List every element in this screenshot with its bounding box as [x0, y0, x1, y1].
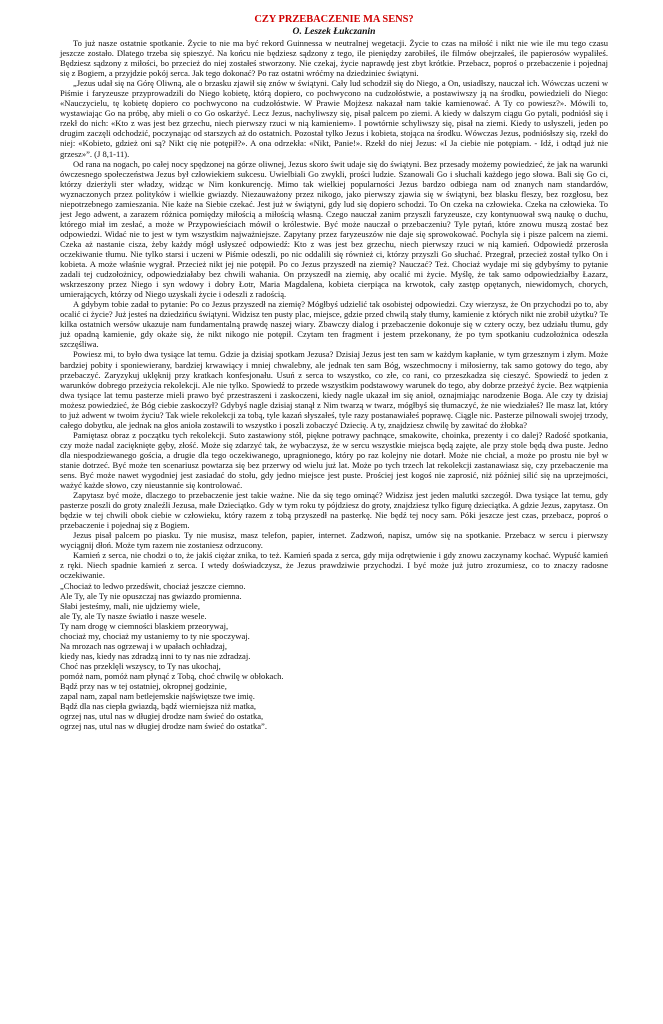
poem-line: kiedy nas, kiedy nas zdradzą inni to ty nas nie zdradzaj. [60, 650, 251, 661]
poem-line: Choć nas przeklęli wszyscy, to Ty nas ukochaj, [60, 660, 221, 671]
poem-line: Bądź przy nas w tej ostatniej, okropnej godzinie, [60, 681, 227, 691]
paragraph: Jezus pisał palcem po piasku. Ty nie musisz, masz telefon, papier, internet. Zadzwoń, napisz, umów się na spotkanie. Przebacz w sercu i pierwszy wyciągnij dłoń. Może tym razem nie zostaniesz odrzucony. [60, 530, 608, 551]
document-title: CZY PRZEBACZENIE MA SENS? [254, 14, 414, 25]
poem-line: Ty nam drogę w ciemności blaskiem przeorywaj, [60, 620, 229, 631]
poem-line: pomóż nam, pomóż nam płynąć z Tobą, choć chwilę w obłokach. [60, 670, 284, 681]
paragraph: Pamiętasz obraz z początku tych rekolekcji. Suto zastawiony stół, piękne potrawy pachnące, smakowite, choinka, prezenty i co dalej? Radość spotkania, czy może nadal zacięknięte gęby, złość. Może się zdarzyć tak, że wybaczysz, że w sercu wszystkie miejsca będą zajęte, ale przy stole będą dwa puste. Jedno dla niespodziewanego gościa, a drugie dla tego oczekiwanego, upragnionego, który po raz kolejny nie dotarł. Może nie chciał, a może po prostu nie był w stanie dotrzeć. Być może ten scenariusz powtarza się bez przerwy od wielu już lat. Może po tych trzech lat rekolekcji zastanawiasz się, czy przebaczenie ma sens. Być może nawet wygodniej jest zasiadać do stołu, gdy jedno miejsce jest puste. Prościej jest kogoś nie zaprosić, niż później silić się na uprzejmości, ważyć każde słowo, czy nieustannie się kontrolować. [60, 429, 608, 491]
paragraph: Kamień z serca, nie chodzi o to, że jakiś ciężar znika, to też. Kamień spada z serca, gdy mija odrętwienie i gdy znowu zaczynamy kochać. Wypuść kamień z ręki. Niech spadnie kamień z serca. I wtedy doświadczysz, że Jezus prawdziwie przychodzi. I być może już jutro zrozumiesz, co to znaczy radosne oczekiwanie. [60, 550, 608, 581]
paragraph: A gdybym tobie zadał to pytanie: Po co Jezus przyszedł na ziemię? Mógłbyś udzielić tak osobistej odpowiedzi. Czy wierzysz, że On przychodzi po to, aby ocalić ci życie? Już jesteś na dziedzińcu świątyni. Widzisz ten pusty plac, miejsce, gdzie przed chwilą stały tłumy, kamienie z których nikt nie zrobił użytku? Te kilka ostatnich wersów ukazuje nam fundamentalną prawdę naszej wiary. Zbawczy dialog i przebaczenie dokonuje się w cztery oczy, bez udziału tłumu, gdy już opadną kamienie, gdy okaże się, że nikt nikogo nie potępił. Czytam ten fragment i jestem przekonany, że po tym spotkaniu cudzołożnica odeszła szczęśliwa. [60, 299, 608, 350]
document-author: O. Leszek Łukczanin [292, 26, 376, 37]
poem [60, 581, 608, 732]
document-page [60, 14, 608, 731]
poem-line: ogrzej nas, utul nas w długiej drodze nam świeć do ostatka”. [60, 721, 267, 732]
poem-line: ogrzej nas, utul nas w długiej drodze nam świeć do ostatka, [60, 711, 264, 722]
poem-line: ale Ty, ale Ty nasze światło i nasze wesele. [60, 610, 207, 621]
poem-line: Na mrozach nas ogrzewaj i w upałach ochładzaj, [60, 640, 228, 651]
paragraph: Od rana na nogach, po całej nocy spędzonej na górze oliwnej, Jezus skoro świt udaje się do świątyni. Bez przesady możemy powiedzieć, że jak na warunki ówczesnego społeczeństwa Jezus był człowiekiem sukcesu. Uwielbiali Go zwykli, prości ludzie. Szanowali Go i słuchali każdego jego słowa. Bali się Go ci, którzy dzierżyli ster władzy, widząc w Nim konkurencję. Mimo tak wielkiej popularności Jezus bardzo odbiega nam od znanych nam standardów, wyznaczonych przez polityków i wielkie gwiazdy. Niezauważony przez nikogo, jako pierwszy zjawia się w świątyni, bez blasku fleszy, bez rozgłosu, bez niepotrzebnego zamieszania. Nie każe na Siebie czekać. Jest już w świątyni, gdy lud się dopiero schodzi. To On czeka na człowieka. Czeka na człowieka. To jest Jego adwent, a zarazem różnica pomiędzy miłością a miłością własną. Czego nauczał zanim przyszli faryzeusze, czy kontynuował swą naukę o duchu, którego miał im zesłać, a może w Przypowieściach mówił o królestwie. Być może nauczał o przebaczeniu? Tyle pytań, które znowu muszą zostać bez odpowiedzi. Widać nie to jest w tym wszystkim najważniejsze. Zapytany przez faryzeuszów nie daje się sprowokować. Pochyla się i pisze palcem na ziemi. Czeka aż nastanie cisza, żeby każdy mógł usłyszeć odpowiedź: Kto z was jest bez grzechu, niech pierwszy rzuci w nią kamień. Odpowiedź przerosła oczekiwanie tłumu. Nie tylko starsi i uczeni w Piśmie odeszli, po nic oddalili się również ci, którzy przyszli Go słuchać. Przegrał, przecież został tylko On i kobieta. A może właśnie wygrał. Przecież nikt jej nie potępił. Po co Jezus przyszedł na ziemię? Nauczać? Też. Chociaż wydaje mi się gdybyśmy to pytanie zadali tej cudzołożnicy, odpowiedziałaby bez chwili wahania. On przyszedł na ziemię, aby ocalić mi życie. Myślę, że tak samo odpowiedziałby Łazarz, wskrzeszony przez Niego i syn wdowy i dobry Łotr, Maria Magdalena, kobieta cierpiąca na krwotok, cały zastęp opętanych, niewidomych, chorych, umierających, którzy od Niego uzyskali życie i odeszli z radością. [60, 158, 608, 300]
poem-line: chociaż my, chociaż my ustaniemy to ty nie spoczywaj. [60, 630, 250, 641]
paragraph: Powiesz mi, to było dwa tysiące lat temu. Gdzie ja dzisiaj spotkam Jezusa? Dzisiaj Jezus jest ten sam w każdym kapłanie, w tym grzesznym i złym. Może bardziej pobity i sponiewierany, bardziej krwawiący i mniej chwalebny, ale jednak ten sam Bóg, wszechmocny i miłosierny, tak samo gotowy do tego, aby przebaczyć. Zaryzykuj uklęknij przy kratkach konfesjonału. Usuń z serca to wszystko, co złe, co rani, co przeszkadza się cieszyć. Spowiedź to jeden z warunków dobrego przeżycia rekolekcji. Ale nie tylko. Spowiedź to przede wszystkim podstawowy warunek do tego, aby dobrze przeżyć życie. Bez wątpienia dwa tysiące lat temu pasterze mieli prawo być przestraszeni i zaskoczeni, kiedy nagle ukazał im się anioł, oznajmiając narodzenie Boga. Ale czy ty dzisiaj możesz powiedzieć, że Bóg ciebie zaskoczył? Gdybyś nagle dzisiaj stanął z Nim twarzą w twarz, mógłbyś się tłumaczyć, że nie wiedziałeś? Ile masz lat, który to już adwent w twoim życiu? Tak wiele rekolekcji za tobą, tyle kazań słyszałeś, tyle razy postanawiałeś poprawę. Ciągle nic. Pasterze pilnowali swojej trzody, całego dobytku, ale jednak na głos anioła zostawili to wszystko i poszli zobaczyć Dziecię. A ty, znajdziesz chwilę by zawitać do żłobka? [60, 349, 608, 430]
poem-line: Bądź dla nas ciepła gwiazdą, bądź wierniejsza niż matka, [60, 701, 257, 712]
paragraph: To już nasze ostatnie spotkanie. Życie to nie ma być rekord Guinnessa w neutralnej wegetacji. Życie to czas na miłość i nikt nie wie ile mu tego czasu jeszcze zostało. Dlatego trzeba się spieszyć. Na końcu nie będziesz sądzony z tego, ile pieniędzy zarobiłeś, ile filmów obejrzałeś, ile papierosów wypaliłeś. Będziesz sądzony z miłości, bo przecież do niej zostałeś stworzony. Nie czekaj, życie naprawdę jest zbyt krótkie. Przebacz, poproś o przebaczenie i pojednaj się z Bogiem, a przyjdzie pokój serca. Jak tego dokonać? Po raz ostatni wróćmy na dziedziniec świątyni. [60, 38, 608, 79]
paragraph: Zapytasz być może, dlaczego to przebaczenie jest takie ważne. Nie da się tego ominąć? Widzisz jest jeden malutki szczegół. Dwa tysiące lat temu, gdy pasterze poszli do groty znaleźli Jezusa, małe Dzieciątko. Gdy w tym roku ty pójdziesz do groty, znajdziesz tylko figurę dzieciątka. A gdzie Jezus, zapytasz. On będzie w tej chwili obok ciebie w człowieku, który razem z tobą przyszedł na pasterkę. Nie będź tej nocy sam. Póki jeszcze jest czas, przebacz, poproś o przebaczenie i pojednaj się z Bogiem. [60, 490, 608, 531]
poem-line: zapal nam, zapal nam betlejemskie najświętsze twe imię. [60, 691, 255, 702]
poem-line: „Chociaż to ledwo przedświt, chociaż jeszcze ciemno. [60, 580, 246, 591]
paragraph: „Jezus udał się na Górę Oliwną, ale o brzasku zjawił się znów w świątyni. Cały lud schodził się do Niego, a On, usiadłszy, nauczał ich. Wówczas uczeni w Piśmie i faryzeusze przyprowadzili do Niego kobietę, którą dopiero, co pochwycono na cudzołóstwie, a postawiwszy ją na środku, powiedzieli do Niego: «Nauczycielu, tę kobietę dopiero co pochwycono na cudzołóstwie. W Prawie Mojżesz nakazał nam takie kamienować. A Ty co powiesz?». Mówili to, wystawiając Go na próbę, aby mieli o co Go oskarżyć. Lecz Jezus, nachyliwszy się, pisał palcem po ziemi. A kiedy w dalszym ciągu Go pytali, podniósł się i rzekł do nich: «Kto z was jest bez grzechu, niech pierwszy rzuci w nią kamieniem». I powtórnie schyliwszy się, pisał na ziemi. Kiedy to usłyszeli, jeden po drugim zaczęli odchodzić, poczynając od starszych aż do ostatnich. Pozostał tylko Jezus i kobieta, stojąca na środku. Wówczas Jezus, podniósłszy się, rzekł do niej: «Kobieto, gdzież oni są? Nikt cię nie potępił?». A ona odrzekła: «Nikt, Panie!». Rzekł do niej Jezus: «I Ja ciebie nie potępiam. - Idź, i odtąd już nie grzesz»”. (J 8,1-11). [60, 78, 608, 159]
poem-line: Ale Ty, ale Ty nie opuszczaj nas gwiazdo promienna. [60, 590, 242, 601]
poem-line: Słabi jesteśmy, mali, nie ujdziemy wiele, [60, 600, 200, 611]
